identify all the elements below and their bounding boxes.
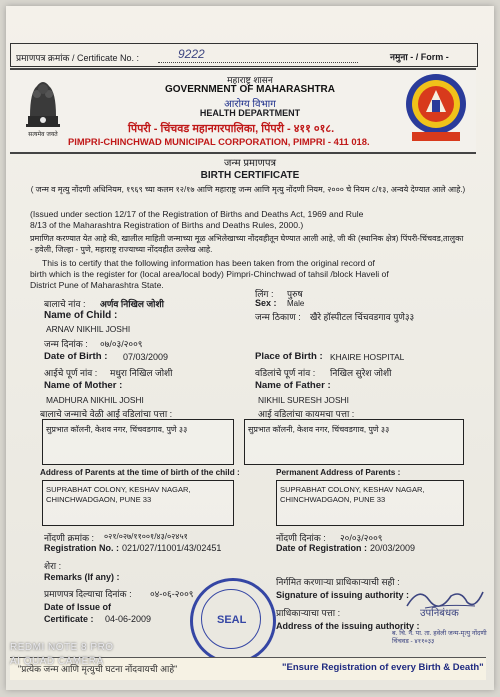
registration-date-label: Date of Registration : (276, 543, 368, 553)
official-seal-icon (190, 578, 276, 664)
mr-issue-date-label: प्रमाणपत्र दिल्याचा दिनांक : (44, 589, 132, 599)
mr-registration-date: २०/०३/२००९ (340, 533, 383, 543)
certify-text-2: birth which is the register for (local area/local body) Pimpri-Chinchwad of tahsil /block Haveli of (30, 269, 389, 279)
mr-remarks-label: शेरा : (44, 561, 62, 571)
child-name: ARNAV NIKHIL JOSHI (46, 324, 131, 334)
mr-issue-text: ( जन्म व मृत्यु नोंदणी अधिनियम, १९६९ च्या कलम १२/१७ आणि महाराष्ट्र जन्म आणि मृत्यु नोंदणी नियम, २००० चे नियम ८/१३, अन्वये देण्यात आले आहे.) (30, 185, 466, 194)
issue-date-label-1: Date of Issue of (44, 602, 112, 612)
corporation-title: PIMPRI-CHINCHWAD MUNICIPAL CORPORATION, PIMPRI - 411 018. (68, 136, 370, 147)
sex-label: Sex : (255, 298, 277, 308)
mr-child-name-label: बालाचे नांव : (44, 299, 86, 309)
dob-value: 07/03/2009 (123, 352, 169, 362)
form-label: नमुना - / Form - (390, 52, 449, 62)
mr-mother-label: आईचे पूर्ण नांव : (44, 368, 98, 378)
certificate-no-line (158, 62, 358, 63)
registration-no-label: Registration No. : (44, 543, 120, 553)
issue-date-label-2: Certificate : (44, 614, 94, 624)
mother-name: MADHURA NIKHIL JOSHI (46, 395, 144, 405)
place-of-birth: KHAIRE HOSPITAL (330, 352, 405, 362)
mr-dob-label: जन्म दिनांक : (44, 339, 88, 349)
mr-birth-address-label: बालाचे जन्माचे वेळी आई वडिलांचा पत्ता : (40, 409, 173, 419)
mr-registration-date-label: नोंदणी दिनांक : (276, 533, 326, 543)
mr-issuing-signature-label: निर्गमित करणाऱ्या प्राधिकाऱ्याची सही : (276, 577, 400, 587)
national-emblem-icon (20, 72, 66, 142)
birth-address: SUPRABHAT COLONY, KESHAV NAGAR, CHINCHWADGAON, PUNE 33 (46, 485, 191, 504)
mr-father-label: वडिलांचे पूर्ण नांव : (255, 368, 316, 378)
certificate-no-value: 9222 (178, 47, 205, 61)
certificate-no-label: प्रमाणपत्र क्रमांक / Certificate No. : (16, 53, 139, 63)
mr-child-name: अर्णव निखिल जोशी (100, 299, 164, 309)
mr-place-of-birth-label: जन्म ठिकाण : (255, 312, 301, 322)
mr-permanent-address-label: आई वडिलांचा कायमचा पत्ता : (258, 409, 355, 419)
issue-text-2: 8/13 of the Maharashtra Registration of Births and Deaths Rules, 2000.) (30, 220, 304, 230)
mr-birth-address: सुप्रभात कॉलनी, केशव नगर, चिंचवडगाव, पुणे ३३ (46, 425, 188, 434)
father-label: Name of Father : (255, 380, 331, 391)
issue-text-1: (Issued under section 12/17 of the Registration of Births and Deaths Act, 1969 and Rule (30, 209, 364, 219)
authority-address-label: Address of the issuing authority : (276, 621, 420, 631)
mr-dept: आरोग्य विभाग (224, 99, 276, 110)
camera-watermark-line2: AI QUAD CAMERA (10, 656, 104, 667)
registration-no: 021/027/11001/43/02451 (122, 543, 222, 553)
permanent-address-label: Permanent Address of Parents : (276, 468, 401, 477)
certify-text-1: This is to certify that the following information has been taken from the original record of (42, 258, 375, 268)
dob-label: Date of Birth : (44, 351, 108, 362)
camera-watermark-line1: REDMI NOTE 8 PRO (10, 642, 114, 653)
permanent-address: SUPRABHAT COLONY, KESHAV NAGAR, CHINCHWADGAON, PUNE 33 (280, 485, 425, 504)
svg-text:सत्यमेव जयते: सत्यमेव जयते (28, 131, 58, 138)
child-name-label: Name of Child : (44, 310, 118, 321)
place-of-birth-label: Place of Birth : (255, 351, 323, 362)
mr-dob: ०७/०३/२००९ (100, 339, 143, 349)
remarks-label: Remarks (If any) : (44, 572, 120, 582)
mr-permanent-address: सुप्रभात कॉलनी, केशव नगर, चिंचवडगाव, पुणे ३३ (248, 425, 390, 434)
mr-sex: पुरुष (287, 289, 303, 299)
mr-slogan: "प्रत्येक जन्म आणि मृत्युची घटना नोंदवायची आहे" (18, 664, 178, 674)
certify-text-3: District Pune of Maharashtra State. (30, 280, 164, 290)
signature-label: Signature of issuing authority : (276, 590, 410, 600)
govt-title: GOVERNMENT OF MAHARASHTRA (165, 84, 335, 95)
certificate-title: BIRTH CERTIFICATE (200, 170, 300, 181)
birth-address-label: Address of Parents at the time of birth of the child : (40, 468, 240, 477)
registration-date: 20/03/2009 (370, 543, 416, 553)
issue-date: 04-06-2009 (105, 614, 152, 624)
mr-mother: मधुरा निखिल जोशी (110, 368, 173, 378)
mr-registration-no: ०२१/०२७/११००१/४३/०२४५१ (104, 532, 188, 541)
authority-address: ब. चि. न. पा. ता. हवेली जन्म-मृत्यु नोंदणी चिंचवड - ४११०३३ (392, 630, 487, 645)
mr-sex-label: लिंग : (255, 289, 274, 299)
sex-value: Male (287, 299, 305, 308)
father-name: NIKHIL SURESH JOSHI (258, 395, 349, 405)
mr-corporation: पिंपरी - चिंचवड महानगरपालिका, पिंपरी - ४११ ०१८. (128, 123, 335, 135)
mr-father: निखिल सुरेश जोशी (330, 368, 392, 378)
seal-text: SEAL (217, 614, 247, 626)
authority-title: उपनिबंधक (420, 608, 459, 619)
mr-authority-address-label: प्राधिकाऱ्याचा पत्ता : (276, 608, 341, 618)
corporation-logo-icon (404, 72, 468, 142)
mother-label: Name of Mother : (44, 380, 123, 391)
mr-registration-no-label: नोंदणी क्रमांक : (44, 533, 94, 543)
mr-issue-date: ०४-०६-२००९ (150, 589, 194, 599)
slogan: "Ensure Registration of every Birth & Death" (282, 662, 484, 673)
mr-certify-text: प्रमाणित करण्यात येत आहे की, खालील माहिती जन्माच्या मूळ अभिलेखाच्या नोंदवहीतून घेण्यात आली आहे, जी की (स्थानिक क्षेत्र) पिंपरी-चिंचवड,तालुका - हवेली, जिल्हा - पुणे, महाराष्ट्र राज्याच्या नोंदवहीत उल्लेख आहे. (30, 234, 464, 254)
mr-certificate-title: जन्म प्रमाणपत्र (223, 158, 277, 169)
mr-govt: महाराष्ट्र शासन (227, 75, 273, 85)
dept-title: HEALTH DEPARTMENT (199, 108, 301, 118)
mr-place-of-birth: खैरे हॉस्पीटल चिंचवडगाव पुणे३३ (310, 312, 415, 322)
